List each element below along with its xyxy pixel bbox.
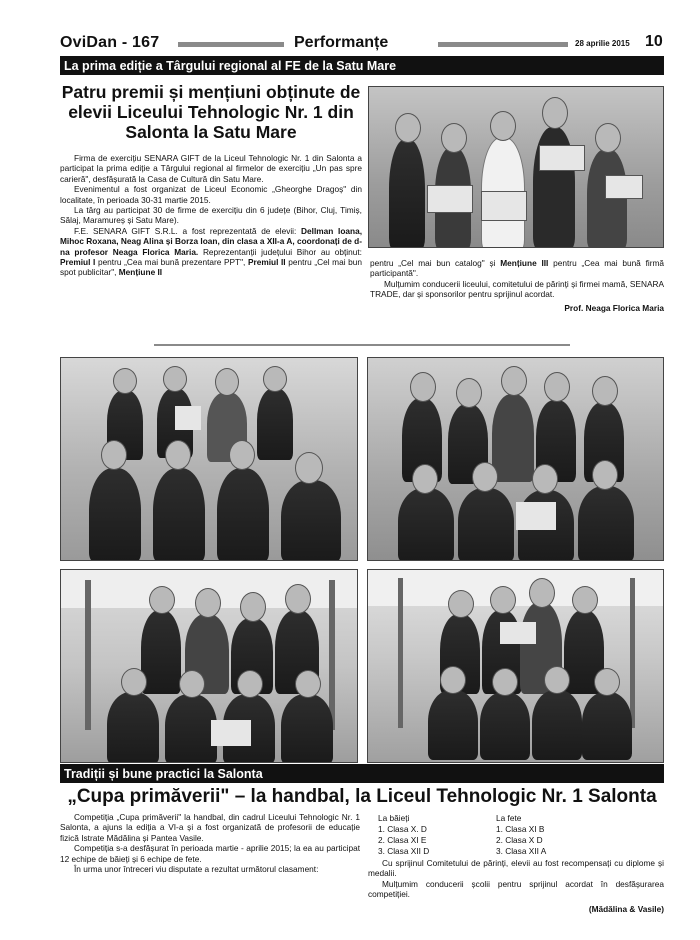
article2-paragraph: Competiția „Cupa primăverii" la handbal, din cadrul Liceului Tehnologic Nr. 1 Salonta, a ajuns la ediția a VI-a și a fost organizată de profesorii de educație fizică Istrate Mădălina și Pantea Vasile. [60,812,360,843]
article1-paragraph [370,258,664,279]
girls-team-photo-1 [367,357,664,561]
p4-text: F.E. SENARA GIFT S.R.L. a fost reprezentată de elevii: [74,225,297,236]
girls-rank-item: 1. Clasa XI B [496,824,545,834]
section-title: Performanțe [294,34,389,51]
issue-number: OviDan - 167 [60,34,160,51]
article2-paragraph: Mulțumim conducerii școlii pentru sprijinul acordat în desfășurarea competiției. [368,878,664,900]
article1-title: Patru premii și mențiuni obținute de elevii Liceului Tehnologic Nr. 1 din Salonta la Satu Mare [61,82,361,142]
girls-rank-item: 2. Clasa X D [496,835,543,845]
article1-body-col1 [60,153,362,278]
article2-body-col1 [60,812,360,874]
prize1-text: pentru „Cea mai bună prezentare PPT", [97,257,246,268]
mention2-label: Mențiune II [118,267,163,278]
header-rule-right [438,42,568,47]
girls-ranking [496,813,616,857]
mention3-text: pentru „Cea mai bună firmă participantă". [370,258,665,279]
participants: Dellman Ioana, Mihoc Roxana, Neag Alina și Borza Ioan, din clasa a XII-a A, coordonați de d-na profesor Neaga Florica Maria. [60,225,362,257]
article1-body-col2 [370,258,664,313]
header-rule-left [178,42,284,47]
prize2-text: pentru „Cel mai bun spot publicitar", [60,257,362,278]
article2-body-col2 [368,858,664,900]
article1-section-band: La prima ediție a Târgului regional al FE de la Satu Mare [60,56,664,75]
article1-paragraph: Mulțumim conducerii liceului, comitetului de părinți și firmei mamă, SENARA TRADE, dar și sponsorilor pentru sprijinul acordat. [370,278,664,300]
article1-paragraph: La târg au participat 30 de firme de exercițiu din 6 județe (Bihor, Cluj, Timiș, Sălaj, Maramureș și Satu Mare). [60,205,362,226]
article2-title: „Cupa primăverii" – la handbal, la Liceul Tehnologic Nr. 1 Salonta [67,786,657,807]
article1-paragraph: Firma de exercițiu SENARA GIFT de la Liceul Tehnologic Nr. 1 din Salonta a participat la prima ediție a Târgului regional al firmelor de exercițiu „Un pas spre carieră", desfășurată la Casa de Cultură din Satu Mare. [60,153,362,184]
article2-section-band: Tradiții și bune practici la Salonta [60,764,664,783]
boys-rank-item: 1. Clasa X. D [378,824,427,834]
girls-ranking-heading: La fete [496,813,522,823]
article2-signature: (Mădălina & Vasile) [588,904,664,914]
article2-paragraph: Competiția s-a desfășurat în perioada martie - aprilie 2015; la ea au participat 12 echipe de băieți și 6 echipe de fete. [60,843,360,864]
separator-line [154,344,570,346]
girls-rank-item: 3. Clasa XII A [496,846,547,856]
girls-team-photo-2 [367,569,664,763]
boys-team-photo-1 [60,357,358,561]
prize1-label: Premiul I [60,257,96,268]
article2-paragraph: În urma unor întreceri viu disputate a rezultat următorul clasament: [74,864,319,875]
boys-ranking [378,813,498,857]
p4-rest: Reprezentanții județului Bihor au obținut: [202,246,362,257]
article1-paragraph: Evenimentul a fost organizat de Liceul Economic „Gheorghe Dragoș" din localitate, în perioada 30-31 martie 2015. [60,184,362,205]
boys-ranking-heading: La băieți [378,813,410,823]
article2-paragraph: Cu sprijinul Comitetului de părinți, elevii au fost recompensați cu diplome și medalii. [368,858,664,879]
awards-group-photo [368,86,664,248]
prize2-label: Premiul II [247,257,286,268]
boys-rank-item: 2. Clasa XI E [378,835,427,845]
boys-rank-item: 3. Clasa XII D [378,846,430,856]
page-number: 10 [645,33,663,50]
mention3-label: Mențiune III [500,258,549,268]
article1-signature: Prof. Neaga Florica Maria [564,302,664,313]
issue-date: 28 aprilie 2015 [575,39,630,48]
boys-team-photo-2 [60,569,358,763]
mention2-text: pentru „Cel mai bun catalog" și [370,258,496,268]
article1-paragraph [60,226,362,278]
